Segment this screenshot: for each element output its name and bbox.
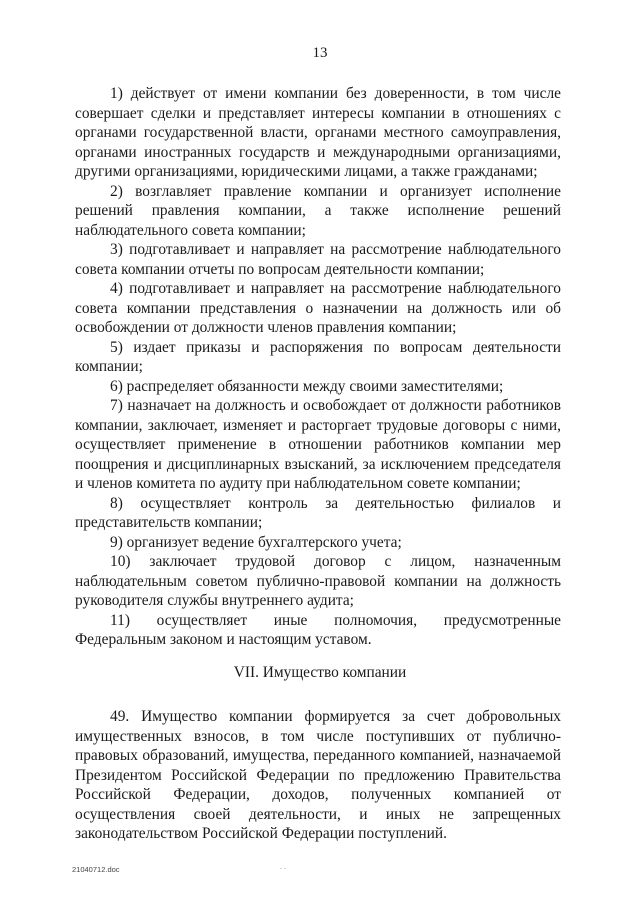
list-item: 7) назначает на должность и освобождает от должности работников компании, заключает, изменяет и расторгает трудовые договоры с ними, осуществляет применение в отношении работников компании мер поощрения и дисциплинарных взысканий, за исключением председателя и членов комитета по аудиту при наблюдательном совете компании; bbox=[75, 397, 561, 492]
powers-list bbox=[75, 84, 561, 650]
footer-file-name: 21040712.doc bbox=[72, 865, 120, 874]
footer-marks: . . bbox=[280, 864, 286, 871]
list-item: 5) издает приказы и распоряжения по вопросам деятельности компании; bbox=[75, 338, 561, 375]
list-item: 8) осуществляет контроль за деятельностью филиалов и представительств компании; bbox=[75, 494, 561, 531]
property-section bbox=[75, 707, 561, 844]
list-item: 4) подготавливает и направляет на рассмотрение наблюдательного совета компании представления о назначении на должность или об освобождении от должности членов правления компании; bbox=[75, 280, 561, 336]
list-item: 3) подготавливает и направляет на рассмотрение наблюдательного совета компании отчеты по вопросам деятельности компании; bbox=[75, 241, 561, 278]
list-item: 6) распределяет обязанности между своими заместителями; bbox=[110, 377, 504, 395]
list-item: 11) осуществляет иные полномочия, предусмотренные Федеральным законом и настоящим уставом. bbox=[75, 611, 561, 648]
page-number: 13 bbox=[312, 45, 328, 61]
list-item: 10) заключает трудовой договор с лицом, назначенным наблюдательным советом публично-правовой компании на должность руководителя службы внутреннего аудита; bbox=[75, 553, 561, 609]
list-item: 2) возглавляет правление компании и организует исполнение решений правления компании, а также исполнение решений наблюдательного совета компании; bbox=[75, 182, 561, 239]
section-heading: VII. Имущество компании bbox=[233, 664, 407, 681]
list-item: 1) действует от имени компании без доверенности, в том числе совершает сделки и представляет интересы компании в отношениях с органами государственной власти, органами местного самоуправления, органами иностранных государств и международными организациями, другими организациями, юридическими лицами, а также гражданами; bbox=[75, 85, 561, 180]
list-item: 9) организует ведение бухгалтерского учета; bbox=[110, 533, 402, 551]
paragraph-49: 49. Имущество компании формируется за счет добровольных имущественных взносов, в том числе поступивших от публично-правовых образований, имущества, переданного компанией, назначаемой Президентом Российской Федерации по предложению Правительства Российской Федерации, доходов, полученных компанией от осуществления своей деятельности, и иных не запрещенных законодательством Российской Федерации поступлений. bbox=[75, 708, 561, 842]
